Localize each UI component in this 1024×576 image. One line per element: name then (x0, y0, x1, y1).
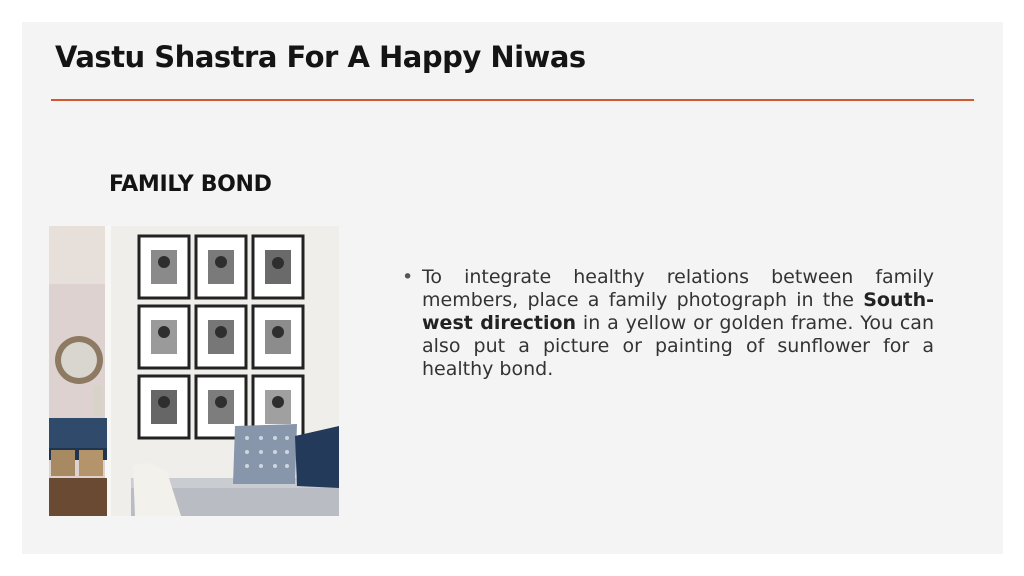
bullet-text-after: in a yellow or golden frame. You can also put a picture or painting of sunflower for a healthy bond. (422, 312, 934, 380)
bullet-item (402, 266, 934, 381)
bullet-text-before: To integrate healthy relations between family members, place a family photograph in the (422, 266, 934, 311)
section-heading: FAMILY BOND (109, 172, 272, 197)
slide (22, 22, 1003, 554)
bullet-list (402, 266, 934, 381)
bullet-marker: • (402, 266, 414, 288)
slide-title: Vastu Shastra For A Happy Niwas (55, 40, 586, 74)
title-divider (51, 99, 974, 101)
gallery-wall-illustration (49, 226, 339, 516)
bullet-bold-direction: South-west direction (422, 289, 934, 334)
gallery-wall-photo (49, 226, 339, 516)
